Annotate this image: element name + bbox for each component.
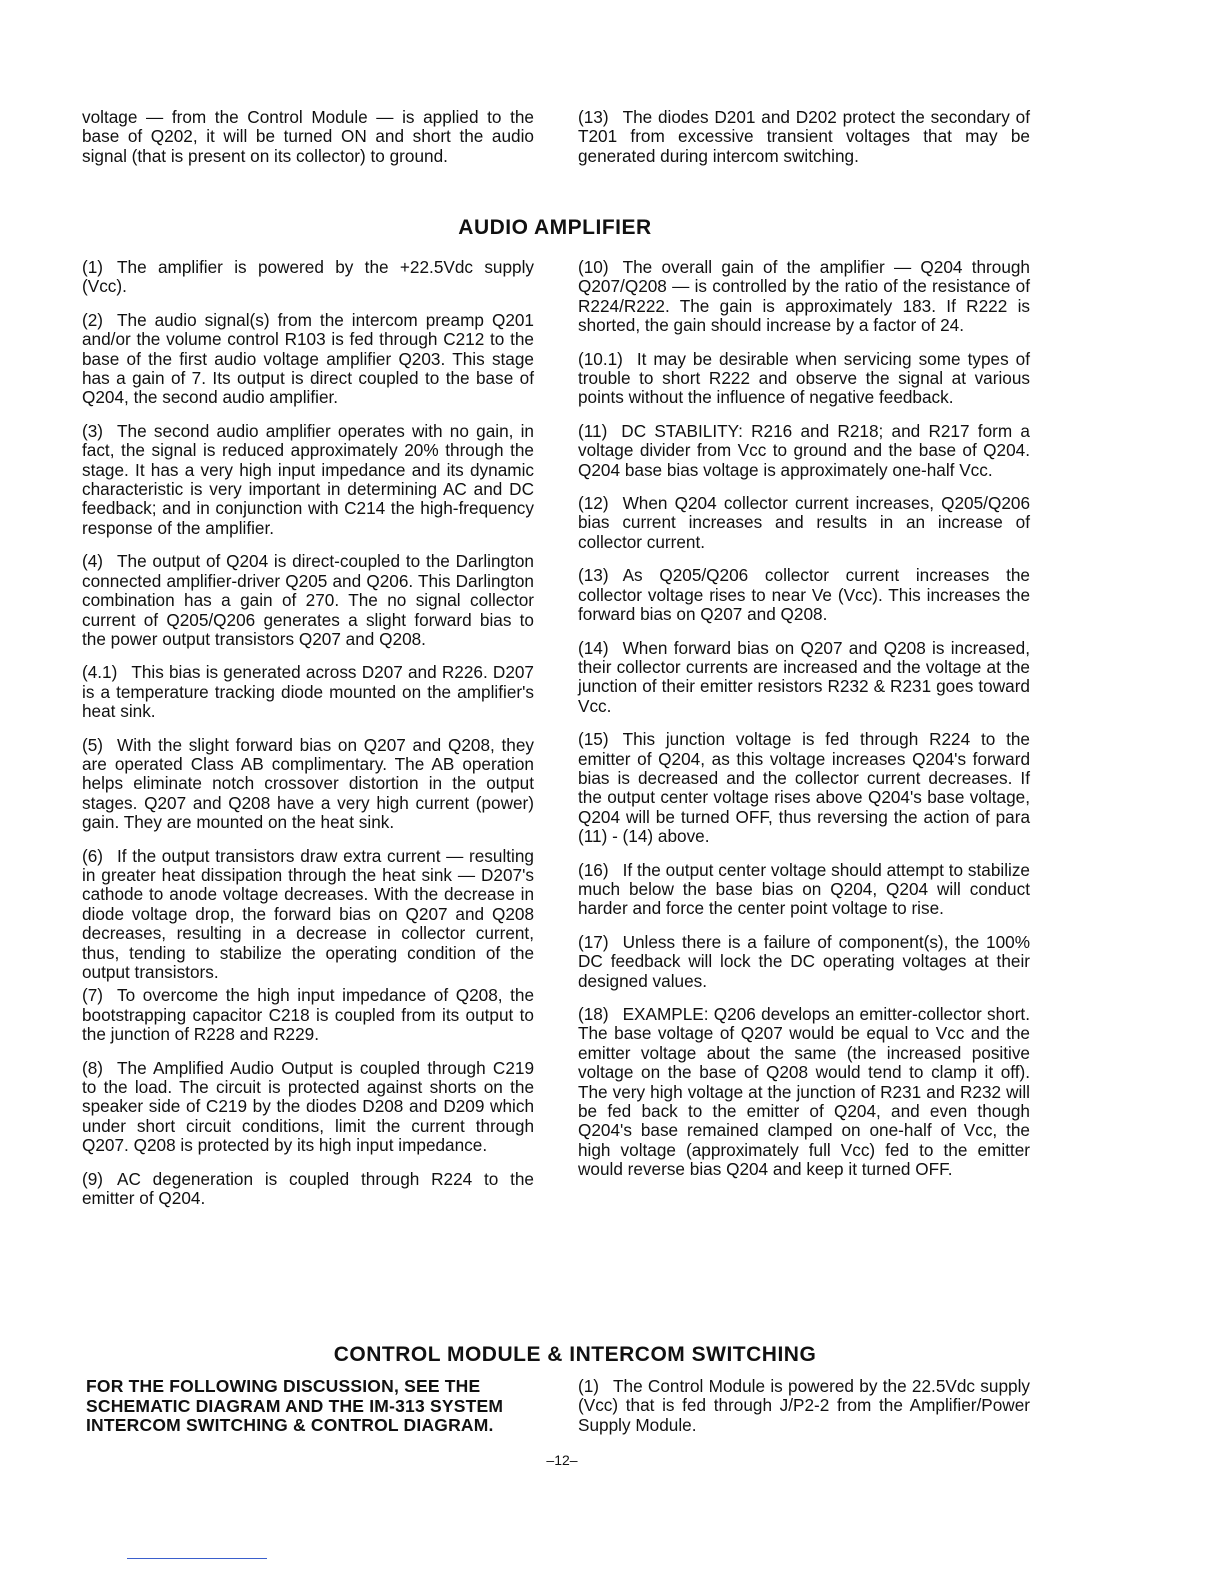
discussion-note: FOR THE FOLLOWING DISCUSSION, SEE THE SCHEMATIC DIAGRAM AND THE IM-313 SYSTEM INTERCOM SWITCHING & CONTROL DIAGRAM.	[86, 1376, 504, 1436]
paragraph-number: (1)	[578, 1376, 600, 1396]
paragraph-number: (5)	[82, 734, 104, 755]
paragraph	[82, 1059, 534, 1156]
paragraph-number: (10)	[578, 257, 609, 277]
paragraph-number: (6)	[82, 845, 104, 866]
paragraph-number: (17)	[578, 931, 609, 952]
paragraph-text: The overall gain of the amplifier — Q204 through Q207/Q208 — is controlled by the ratio of the resistance of R224/R222. The gain is approximately 183. If R222 is shorted, the gain should increase by a factor of 24.	[578, 257, 1030, 336]
paragraph-text: With the slight forward bias on Q207 and Q208, they are operated Class AB complimentary. The AB operation helps eliminate notch crossover distortion in the output stages. Q207 and Q208 have a very high current (power) gain. They are mounted on the heat sink.	[82, 734, 534, 833]
paragraph	[82, 1170, 534, 1209]
paragraph-text: The Control Module is powered by the 22.5Vdc supply (Vcc) that is fed through J/P2-2 from the Amplifier/Power Supply Module.	[578, 1376, 1030, 1435]
paragraph	[578, 494, 1030, 552]
paragraph	[82, 552, 534, 649]
paragraph-number: (1)	[82, 257, 104, 277]
paragraph-text: The audio signal(s) from the intercom preamp Q201 and/or the volume control R103 is fed through C212 to the base of the first audio voltage amplifier Q203. This stage has a gain of 7. Its output is direct coupled to the base of Q204, the second audio amplifier.	[82, 309, 534, 408]
paragraph-number: (13)	[578, 565, 609, 586]
paragraph-number: (14)	[578, 637, 609, 658]
paragraph-number: (2)	[82, 309, 104, 330]
paragraph-number: (4.1)	[82, 662, 118, 683]
paragraph-text: The amplifier is powered by the +22.5Vdc supply (Vcc).	[82, 257, 534, 297]
paragraph-text: If the output transistors draw extra current — resulting in greater heat dissipation through the heat sink — D207's cathode to anode voltage decreases. With the decrease in diode voltage drop, the forward bias on Q207 and Q208 decreases, resulting in a decrease in collector current, thus, tending to stabilize the operating condition of the output transistors.	[82, 845, 534, 982]
audio-amplifier-left-column	[82, 258, 534, 1222]
paragraph-number: (12)	[578, 493, 609, 514]
paragraph-text: The second audio amplifier operates with no gain, in fact, the signal is reduced approximately 20% through the stage. It has a very high input impedance and its dynamic characteristic is very important in determining AC and DC feedback; and in conjunction with C214 the high-frequency response of the amplifier.	[82, 420, 534, 538]
paragraph-text: This junction voltage is fed through R224 to the emitter of Q204, as this voltage increases Q204's forward bias is decreased and the collector current decreases. If the output center voltage rises above Q204's base voltage, Q204 will be turned OFF, thus reversing the action of para (11) - (14) above.	[578, 729, 1030, 847]
paragraph-text: If the output center voltage should attempt to stabilize much below the base bias on Q204, Q204 will conduct harder and force the center point voltage to rise.	[578, 859, 1030, 919]
paragraph-text: To overcome the high input impedance of Q208, the bootstrapping capacitor C218 is coupled from its output to the junction of R228 and R229.	[82, 985, 534, 1045]
paragraph	[82, 736, 534, 833]
paragraph	[82, 422, 534, 538]
paragraph	[82, 986, 534, 1044]
page-number: –12–	[546, 1452, 578, 1468]
paragraph-text: The Amplified Audio Output is coupled through C219 to the load. The circuit is protected against shorts on the speaker side of C219 by the diodes D208 and D209 which under short circuit conditions, limit the current through Q207. Q208 is protected by its high input impedance.	[82, 1057, 534, 1156]
paragraph-number: (3)	[82, 420, 104, 441]
paragraph	[578, 861, 1030, 919]
paragraph	[578, 1377, 1030, 1435]
paragraph	[578, 1005, 1030, 1180]
paragraph	[578, 258, 1030, 336]
paragraph	[578, 639, 1030, 717]
paragraph	[82, 311, 534, 408]
paragraph-13-diodes	[578, 108, 1030, 166]
paragraph	[578, 933, 1030, 991]
paragraph-number: (15)	[578, 729, 609, 750]
top-right-paragraph	[578, 108, 1030, 180]
continuation-text: voltage — from the Control Module — is applied to the base of Q202, it will be turned ON and short the audio signal (that is present on its collector) to ground.	[82, 107, 534, 166]
paragraph	[578, 350, 1030, 408]
audio-amplifier-right-column	[578, 258, 1030, 1194]
control-module-right-column	[578, 1377, 1030, 1449]
paragraph-text: EXAMPLE: Q206 develops an emitter-collector short. The base voltage of Q207 would be equal to Vcc and the emitter voltage about the same (the increased positive voltage on the base of Q208 would tend to clamp it off). The very high voltage at the junction of R231 and R232 will be fed back to the emitter of Q204, and even though Q204's base remained clamped on one-half of Vcc, the high voltage (approximately full Vcc) fed to the emitter would reverse bias Q204 and keep it turned OFF.	[578, 1004, 1030, 1180]
paragraph-text: DC STABILITY: R216 and R218; and R217 form a voltage divider from Vcc to ground and the base of Q204. Q204 base bias voltage is approximately one-half Vcc.	[578, 420, 1030, 480]
paragraph	[578, 566, 1030, 624]
paragraph-number: (11)	[578, 420, 608, 441]
top-left-paragraph	[82, 108, 534, 180]
paragraph-text: When Q204 collector current increases, Q205/Q206 bias current increases and results in an increase of collector current.	[578, 493, 1030, 552]
paragraph-text: The diodes D201 and D202 protect the secondary of T201 from excessive transient voltages that may be generated during intercom switching.	[578, 107, 1030, 166]
paragraph-number: (4)	[82, 551, 104, 572]
paragraph	[578, 422, 1030, 480]
paragraph-text: When forward bias on Q207 and Q208 is increased, their collector currents are increased and the voltage at the junction of their emitter resistors R232 & R231 goes toward Vcc.	[578, 637, 1030, 716]
paragraph-number: (7)	[82, 985, 104, 1006]
section-title-control-module: CONTROL MODULE & INTERCOM SWITCHING	[333, 1343, 817, 1366]
paragraph-number: (13)	[578, 107, 609, 127]
paragraph-number: (10.1)	[578, 348, 623, 369]
paragraph-text: AC degeneration is coupled through R224 to the emitter of Q204.	[82, 1168, 534, 1209]
paragraph-number: (8)	[82, 1057, 104, 1078]
paragraph-text: Unless there is a failure of component(s), the 100% DC feedback will lock the DC operating voltages at their designed values.	[578, 931, 1030, 991]
paragraph	[82, 663, 534, 721]
paragraph-text: The output of Q204 is direct-coupled to the Darlington connected amplifier-driver Q205 and Q206. This Darlington combination has a gain of 270. The no signal collector current of Q205/Q206 generates a slight forward bias to the power output transistors Q207 and Q208.	[82, 551, 534, 649]
paragraph-text: This bias is generated across D207 and R226. D207 is a temperature tracking diode mounted on the amplifier's heat sink.	[82, 662, 534, 722]
section-title-audio-amplifier: AUDIO AMPLIFIER	[458, 216, 652, 239]
footer-rule	[127, 1558, 267, 1559]
paragraph-text: It may be desirable when servicing some types of trouble to short R222 and observe the signal at various points without the influence of negative feedback.	[578, 348, 1030, 408]
paragraph-number: (9)	[82, 1168, 104, 1189]
paragraph-number: (16)	[578, 859, 609, 880]
paragraph	[578, 730, 1030, 846]
paragraph	[82, 258, 534, 297]
paragraph	[82, 847, 534, 983]
paragraph-number: (18)	[578, 1004, 609, 1024]
paragraph-text: As Q205/Q206 collector current increases the collector voltage rises to near Ve (Vcc). This increases the forward bias on Q207 and Q208.	[578, 565, 1030, 625]
